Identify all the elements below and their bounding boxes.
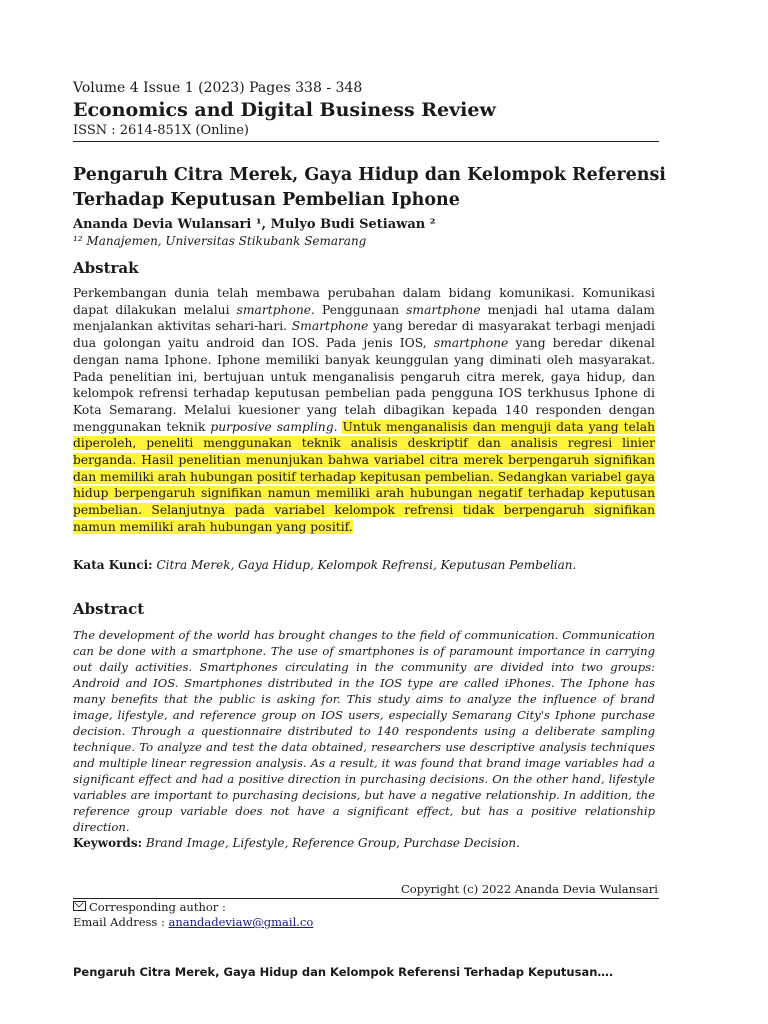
highlighted-text: Untuk menganalisis dan menguji data yang telah diperoleh, peneliti menggunakan teknik analisis deskriptif dan analisis regresi linier berganda. Hasil penelitian menunjukan bahwa variabel citra merek berpengaruh signifikan dan memiliki arah hubungan positif terhadap kepitusan pembelian. Sedangkan variabel gaya hidup berpengaruh signifikan namun memiliki arah hubungan negatif terhadap keputusan pembelian. Selanjutnya pada variabel kelompok refrensi tidak berpengaruh signifikan namun memiliki arah hubungan yang positif. — [73, 419, 656, 534]
abstrak-body — [73, 285, 655, 536]
abstrak-text: menjadi hal utama dalam menjalankan aktivitas sehari-hari. — [73, 302, 655, 334]
keywords — [73, 836, 520, 850]
abstrak-heading: Abstrak — [73, 259, 139, 277]
footer-divider — [73, 898, 659, 899]
abstrak-text: Penggunaan — [321, 302, 400, 317]
abstrak-emphasis: smartphone. — [236, 302, 315, 317]
envelope-icon — [73, 901, 86, 911]
authors: Ananda Devia Wulansari ¹, Mulyo Budi Setiawan ² — [73, 217, 436, 232]
issn: ISSN : 2614-851X (Online) — [73, 123, 249, 138]
abstract-heading: Abstract — [73, 600, 145, 618]
header-divider — [73, 141, 659, 142]
keywords-label: Keywords: — [73, 836, 143, 850]
volume-info: Volume 4 Issue 1 (2023) Pages 338 - 348 — [73, 80, 363, 96]
copyright: Copyright (c) 2022 Ananda Devia Wulansari — [401, 882, 658, 896]
abstrak-emphasis: purposive sampling. — [210, 419, 338, 434]
email-address — [73, 915, 313, 929]
abstrak-text: Perkembangan dunia telah membawa perubahan dalam bidang komunikasi. Komunikasi dapat dilakukan melalui — [73, 286, 655, 317]
abstract-body: The development of the world has brought changes to the field of communication. Communication can be done with a smartphone. The use of smartphones is of paramount importance in carrying out daily activities. Smartphones circulating in the community are divided into two groups: Android and IOS. Smartphones distributed in the IOS type are called iPhones. The Iphone has many benefits that the public is asking for. This study aims to analyze the influence of brand image, lifestyle, and reference group on IOS users, especially Semarang City's Iphone purchase decision. Through a questionnaire distributed to 140 respondents using a deliberate sampling technique. To analyze and test the data obtained, researchers use descriptive analysis techniques and multiple linear regression analysis. As a result, it was found that brand image variables had a significant effect and had a positive direction in purchasing decisions. On the other hand, lifestyle variables are important to purchasing decisions, but have a negative relationship. In addition, the reference group variable does not have a significant effect, but has a positive relationship direction. — [73, 628, 655, 834]
keywords-text: Brand Image, Lifestyle, Reference Group, Purchase Decision. — [145, 836, 520, 850]
corresponding-author — [73, 900, 226, 914]
kata-kunci-label: Kata Kunci: — [73, 558, 153, 572]
abstrak-emphasis: smartphone — [406, 302, 481, 317]
abstrak-emphasis: smartphone — [433, 336, 509, 351]
email-link[interactable]: anandadeviaw@gmail.co — [168, 915, 314, 929]
email-label: Email Address : — [73, 915, 165, 929]
paper-title: Pengaruh Citra Merek, Gaya Hidup dan Kelompok Referensi Terhadap Keputusan Pembelian Iphone — [73, 165, 666, 210]
journal-title: Economics and Digital Business Review — [73, 99, 496, 121]
abstrak-text: yang beredar dikenal dengan nama Iphone. Iphone memiliki banyak keunggulan yang diminati oleh masyarakat. Pada penelitian ini, bertujuan untuk menganalisis pengaruh citra merek, gaya hidup, dan kelompok refrensi terhadap keputusan pembelian pada pengguna IOS terkhusus Iphone di Kota Semarang. Melalui kuesioner yang telah dibagikan kepada 140 responden dengan menggunakan teknik — [73, 336, 655, 434]
corresponding-label: Corresponding author : — [89, 900, 226, 914]
kata-kunci-text: Citra Merek, Gaya Hidup, Kelompok Refrensi, Keputusan Pembelian. — [156, 558, 577, 572]
kata-kunci — [73, 558, 576, 572]
abstrak-emphasis: Smartphone — [291, 319, 369, 334]
affiliation: ¹² Manajemen, Universitas Stikubank Semarang — [73, 234, 367, 248]
running-title: Pengaruh Citra Merek, Gaya Hidup dan Kelompok Referensi Terhadap Keputusan…. — [73, 965, 614, 979]
abstrak-text: yang beredar di masyarakat terbagi menjadi dua golongan yaitu android dan IOS. Pada jenis IOS, — [73, 319, 655, 351]
